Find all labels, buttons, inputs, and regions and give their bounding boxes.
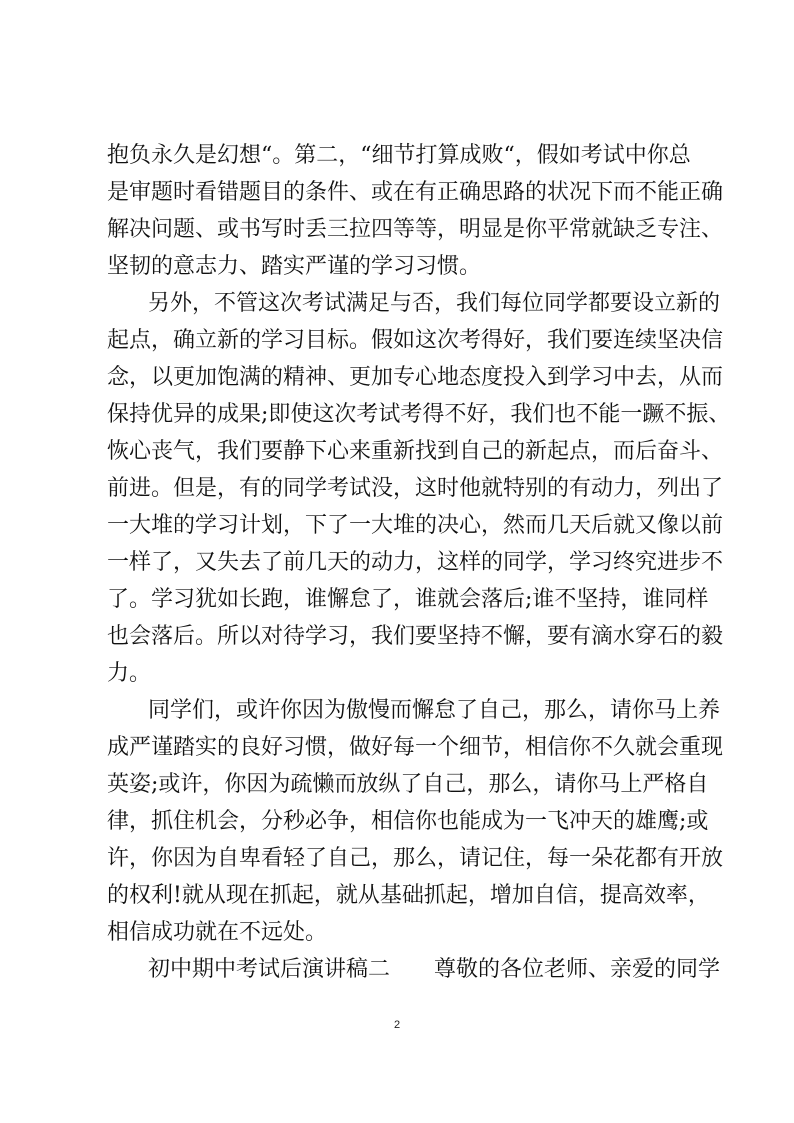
text-line-3: 解决问题、或书写时丢三拉四等等，明显是你平常就缺乏专注、 bbox=[107, 217, 724, 242]
text-line-5: 另外，不管这次考试满足与否，我们每位同学都要设立新的 bbox=[148, 291, 721, 316]
text-line-15: 力。 bbox=[107, 661, 152, 686]
text-line-20: 许，你因为自卑看轻了自己，那么，请记住，每一朵花都有开放 bbox=[107, 846, 724, 871]
text-line-14: 也会落后。所以对待学习，我们要坚持不懈，要有滴水穿石的毅 bbox=[107, 624, 724, 649]
text-line-8: 保持优异的成果;即使这次考试考得不好，我们也不能一蹶不振、 bbox=[107, 402, 731, 427]
text-line-23: 初中期中考试后演讲稿二 尊敬的各位老师、亲爱的同学 bbox=[148, 957, 721, 982]
text-line-10: 前进。但是，有的同学考试没，这时他就特别的有动力，列出了 bbox=[107, 476, 724, 501]
text-line-9: 恢心丧气，我们要静下心来重新找到自己的新起点，而后奋斗、 bbox=[107, 439, 724, 464]
text-line-22: 相信成功就在不远处。 bbox=[107, 920, 328, 945]
text-line-6: 起点，确立新的学习目标。假如这次考得好，我们要连续坚决信 bbox=[107, 328, 724, 353]
text-line-7: 念，以更加饱满的精神、更加专心地态度投入到学习中去，从而 bbox=[107, 365, 724, 390]
text-line-18: 英姿;或许，你因为疏懒而放纵了自己，那么，请你马上严格自 bbox=[107, 772, 709, 797]
text-line-12: 一样了，又失去了前几天的动力，这样的同学，学习终究进步不 bbox=[107, 550, 724, 575]
text-line-19: 律，抓住机会，分秒必争，相信你也能成为一飞冲天的雄鹰;或 bbox=[107, 809, 709, 834]
page-number: 2 bbox=[393, 1019, 401, 1031]
text-line-13: 了。学习犹如长跑，谁懈怠了，谁就会落后;谁不坚持，谁同样 bbox=[107, 587, 709, 612]
text-line-1: 抱负永久是幻想“。第二，“细节打算成败“，假如考试中你总 bbox=[107, 143, 691, 168]
text-line-2: 是审题时看错题目的条件、或在有正确思路的状况下而不能正确 bbox=[107, 180, 724, 205]
text-line-16: 同学们，或许你因为傲慢而懈怠了自己，那么，请你马上养 bbox=[148, 698, 721, 723]
text-line-4: 坚韧的意志力、踏实严谨的学习习惯。 bbox=[107, 254, 482, 279]
text-line-17: 成严谨踏实的良好习惯，做好每一个细节，相信你不久就会重现 bbox=[107, 735, 724, 760]
text-line-11: 一大堆的学习计划，下了一大堆的决心，然而几天后就又像以前 bbox=[107, 513, 724, 538]
text-line-21: 的权利!就从现在抓起，就从基础抓起，增加自信，提高效率， bbox=[107, 883, 710, 908]
